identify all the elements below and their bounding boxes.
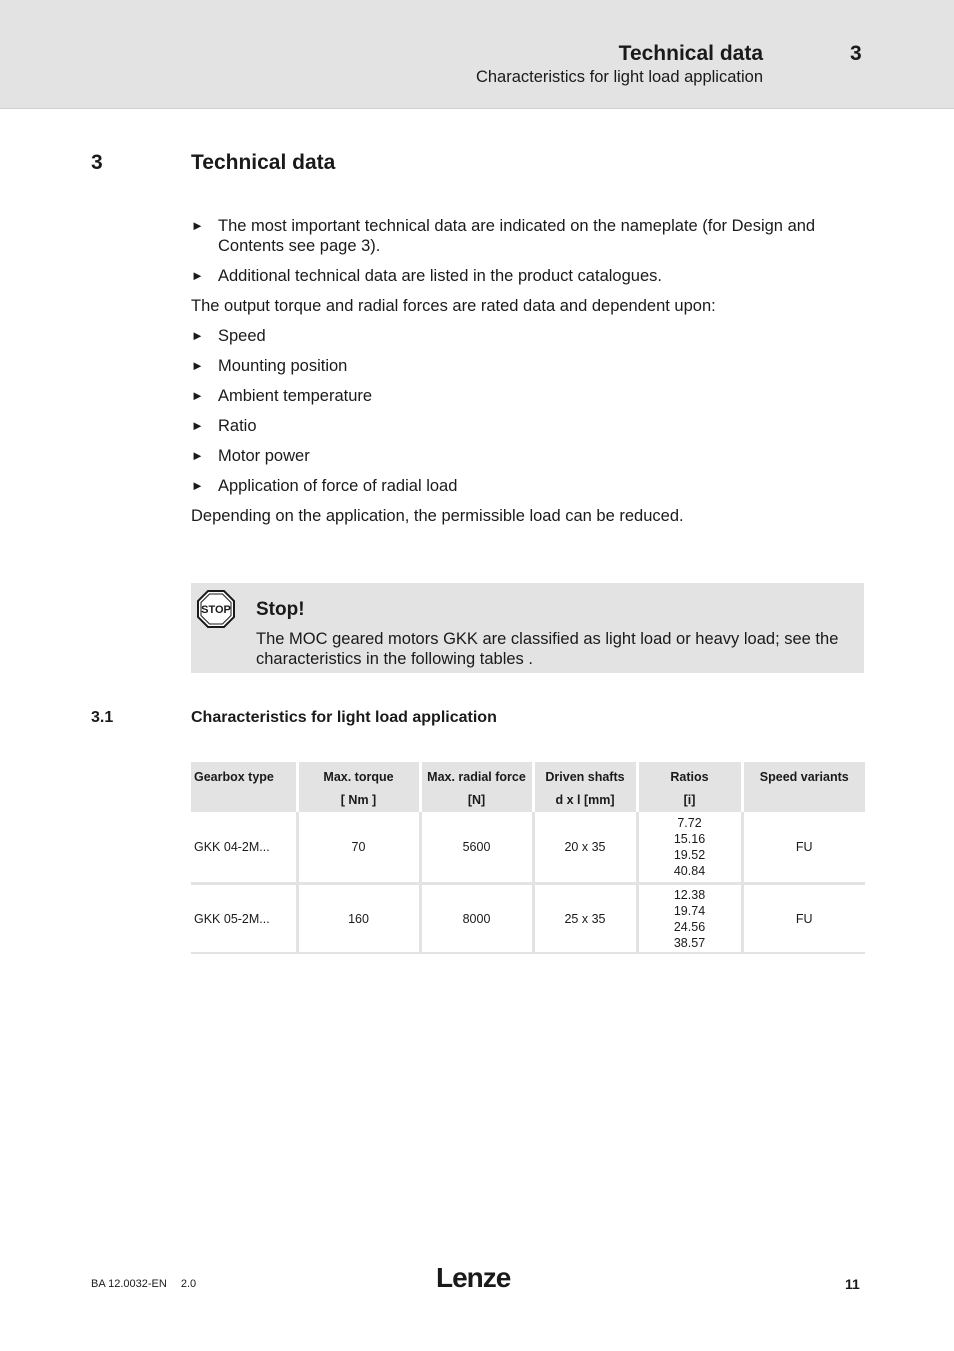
column-header: Gearbox type xyxy=(191,762,297,812)
stop-heading: Stop! xyxy=(256,599,305,620)
speed-variants-cell: FU xyxy=(742,884,865,954)
list-item xyxy=(191,386,863,406)
main-content xyxy=(191,216,863,536)
list-item xyxy=(191,326,863,346)
stop-notice xyxy=(191,583,864,673)
bullet-arrow-icon: ► xyxy=(191,268,204,283)
bullet-text: Speed xyxy=(218,327,266,345)
characteristics-table xyxy=(191,762,865,954)
footer-doc-info xyxy=(91,1278,196,1290)
page-number: 11 xyxy=(845,1276,860,1292)
max-radial-force-cell: 5600 xyxy=(420,812,533,884)
footer-version: 2.0 xyxy=(180,1278,197,1290)
max-torque-cell: 70 xyxy=(297,812,420,884)
lenze-logo: Lenze xyxy=(436,1262,511,1293)
column-header: Speed variants xyxy=(742,762,865,812)
stop-text: The MOC geared motors GKK are classified as light load or heavy load; see the characteristics in the following tables . xyxy=(256,630,839,668)
subsection-title: Characteristics for light load application xyxy=(191,709,497,726)
driven-shafts-cell: 20 x 35 xyxy=(533,812,637,884)
subsection-number: 3.1 xyxy=(91,709,114,726)
gearbox-type-cell: GKK 04-2M... xyxy=(191,812,297,884)
bullet-text: Motor power xyxy=(218,447,310,465)
dependency-intro: The output torque and radial forces are rated data and dependent upon: xyxy=(191,297,716,315)
driven-shafts-cell: 25 x 35 xyxy=(533,884,637,954)
list-item xyxy=(191,216,863,256)
table-row xyxy=(191,812,865,884)
speed-variants-cell: FU xyxy=(742,812,865,884)
max-radial-force-cell: 8000 xyxy=(420,884,533,954)
bullet-arrow-icon: ► xyxy=(191,478,204,493)
column-header: Driven shafts d x l [mm] xyxy=(533,762,637,812)
bullet-arrow-icon: ► xyxy=(191,448,204,463)
table-row xyxy=(191,884,865,954)
stop-sign-icon xyxy=(197,590,235,628)
header-title: Technical data xyxy=(618,42,763,65)
bullet-text: Application of force of radial load xyxy=(218,477,458,495)
bullet-arrow-icon: ► xyxy=(191,418,204,433)
bullet-text: Ambient temperature xyxy=(218,387,373,405)
bullet-arrow-icon: ► xyxy=(191,218,204,233)
list-item xyxy=(191,416,863,436)
section-number: 3 xyxy=(91,151,103,174)
column-header: Ratios [i] xyxy=(637,762,742,812)
section-title: Technical data xyxy=(191,151,336,174)
stop-sign-label: STOP xyxy=(201,604,231,616)
closing-text: Depending on the application, the permissible load can be reduced. xyxy=(191,507,684,525)
list-item xyxy=(191,356,863,376)
page-header xyxy=(0,0,954,109)
bullet-text: Mounting position xyxy=(218,357,348,375)
list-item xyxy=(191,476,863,496)
column-header: Max. radial force [N] xyxy=(420,762,533,812)
bullet-text: Ratio xyxy=(218,417,257,435)
max-torque-cell: 160 xyxy=(297,884,420,954)
gearbox-type-cell: GKK 05-2M... xyxy=(191,884,297,954)
bullet-arrow-icon: ► xyxy=(191,388,204,403)
table-header-row xyxy=(191,762,865,812)
bullet-text: Additional technical data are listed in the product catalogues. xyxy=(218,267,662,285)
bullet-arrow-icon: ► xyxy=(191,328,204,343)
column-header: Max. torque [ Nm ] xyxy=(297,762,420,812)
header-chapter-number: 3 xyxy=(850,42,862,65)
ratios-cell: 7.72 15.16 19.52 40.84 xyxy=(637,812,742,884)
list-item xyxy=(191,266,863,286)
footer-doc-id: BA 12.0032-EN xyxy=(91,1278,167,1290)
header-subtitle: Characteristics for light load application xyxy=(475,68,763,86)
bullet-text: The most important technical data are indicated on the nameplate (for Design and Contents see page 3). xyxy=(218,217,816,255)
list-item xyxy=(191,446,863,466)
bullet-arrow-icon: ► xyxy=(191,358,204,373)
ratios-cell: 12.38 19.74 24.56 38.57 xyxy=(637,884,742,954)
